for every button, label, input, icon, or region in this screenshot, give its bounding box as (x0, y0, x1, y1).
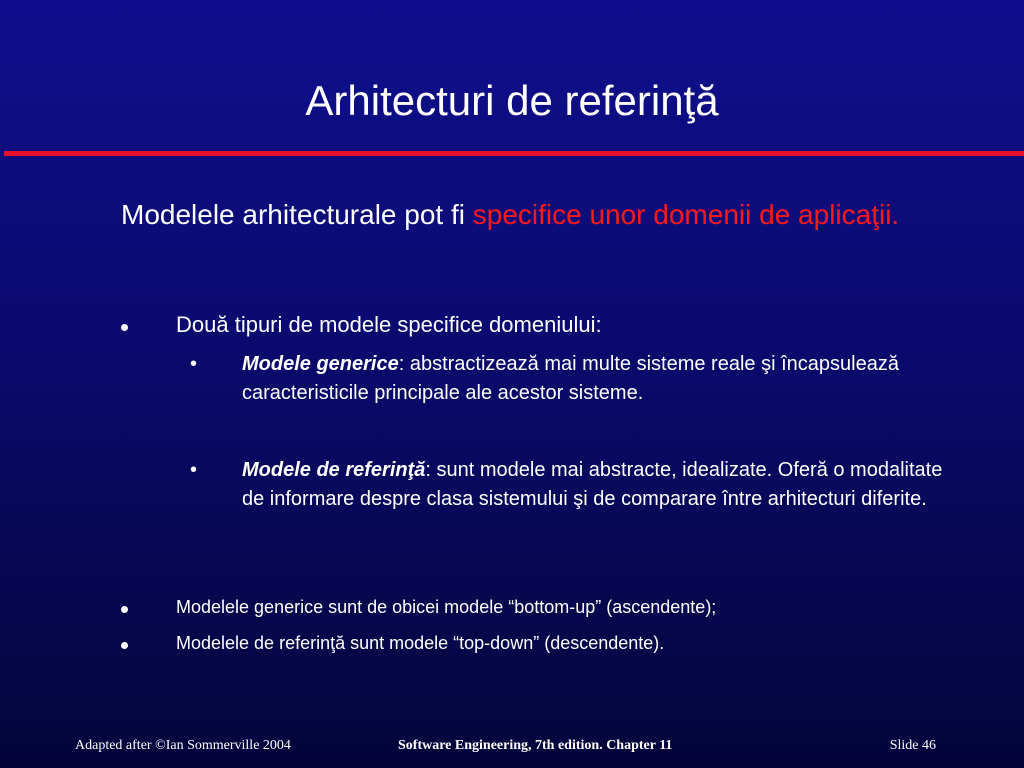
intro-paragraph (121, 196, 1017, 234)
bullet-text: Modelele generice sunt de obicei modele “bottom-up” (ascendente); (176, 597, 717, 617)
footer-slide-number: Slide 46 (889, 738, 936, 753)
sub-bullet-item (190, 456, 962, 514)
sub-bullet-text (242, 350, 962, 408)
bullet-dot-icon (121, 606, 128, 613)
term-generic-models: Modele generice (242, 353, 399, 375)
bullet-dot-icon (121, 642, 128, 649)
sub-bullet-marker-icon: • (190, 459, 198, 481)
term-reference-models: Modele de referinţă (242, 459, 426, 481)
sub-bullet-text (242, 456, 962, 514)
bullet-item (121, 631, 664, 655)
bullet-dot-icon (121, 324, 128, 331)
intro-highlight: specifice unor domenii de aplicaţii. (472, 199, 900, 230)
term-description: : abstractizează mai multe sisteme reale şi încapsulează caracteristicile principale ale acestor sisteme. (242, 353, 899, 404)
intro-text: Modelele arhitecturale pot fi (121, 199, 473, 230)
title-divider (4, 151, 1024, 156)
bullet-item (121, 595, 716, 619)
bullet-item (121, 311, 936, 339)
footer-credit: Adapted after ©Ian Sommerville 2004 (75, 738, 291, 753)
term-description: : sunt modele mai abstracte, idealizate. Oferă o modalitate de informare despre clasa sistemului şi de comparare între arhitecturi diferite. (242, 459, 943, 510)
sub-bullet-item (190, 350, 962, 408)
bullet-text: Modelele de referinţă sunt modele “top-down” (descendente). (176, 633, 665, 653)
bullet-text: Două tipuri de modele specifice domeniului: (176, 312, 602, 337)
slide-title: Arhitecturi de referinţă (305, 77, 719, 124)
footer-book-title: Software Engineering, 7th edition. Chapter 11 (398, 738, 673, 753)
sub-bullet-marker-icon: • (190, 353, 198, 375)
